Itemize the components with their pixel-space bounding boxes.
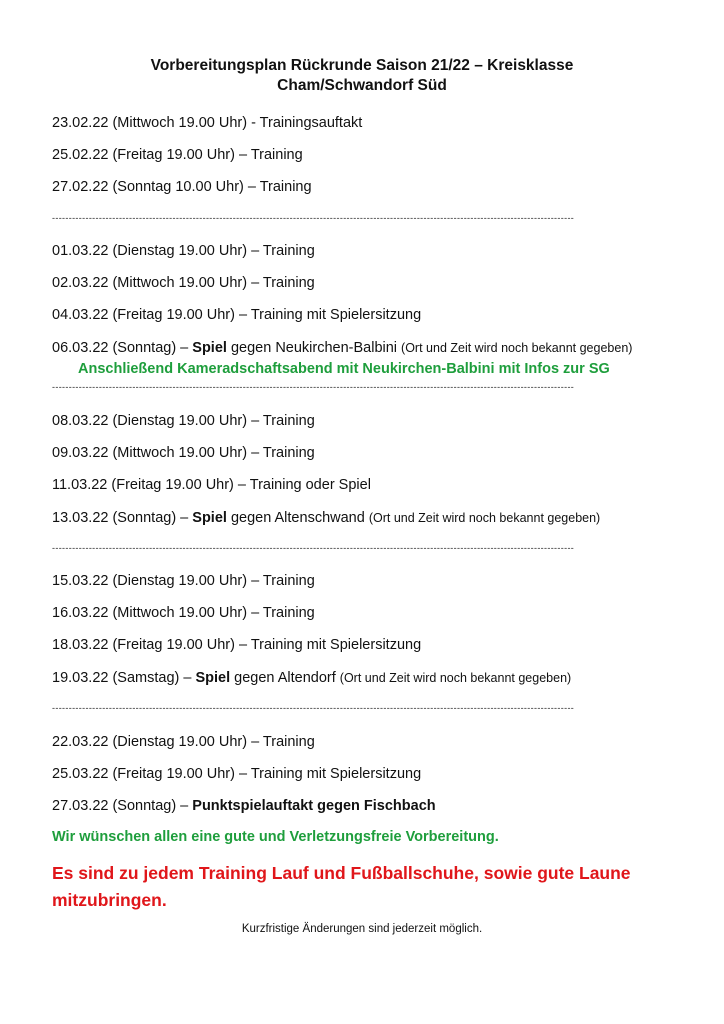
schedule-line: 02.03.22 (Mittwoch 19.00 Uhr) – Training [52,275,315,291]
schedule-line: 25.03.22 (Freitag 19.00 Uhr) – Training mit Spielersitzung [52,766,422,782]
schedule-line: 23.02.22 (Mittwoch 19.00 Uhr) - Trainingsauftakt [52,115,363,131]
season-start-line: 27.03.22 (Sonntag) – Punktspielauftakt gegen Fischbach [52,798,436,814]
schedule-line: 16.03.22 (Mittwoch 19.00 Uhr) – Training [52,605,315,621]
schedule-line: 27.02.22 (Sonntag 10.00 Uhr) – Training [52,179,312,195]
separator-line: ------------------------------------------------------------------------------------------------------------------------------------------------------------ [52,382,575,392]
schedule-line: 01.03.22 (Dienstag 19.00 Uhr) – Training [52,243,315,259]
title-line-1: Vorbereitungsplan Rückrunde Saison 21/22 – Kreisklasse [150,57,574,74]
game-keyword: Spiel [195,670,231,686]
game-note: (Ort und Zeit wird noch bekannt gegeben) [339,671,572,685]
title-line-2: Cham/Schwandorf Süd [277,77,447,94]
schedule-line: 25.02.22 (Freitag 19.00 Uhr) – Training [52,147,303,163]
separator-line: ------------------------------------------------------------------------------------------------------------------------------------------------------------ [52,213,575,223]
schedule-line: 15.03.22 (Dienstag 19.00 Uhr) – Training [52,573,315,589]
footer-note: Kurzfristige Änderungen sind jederzeit möglich. [241,923,483,935]
wish-message: Wir wünschen allen eine gute und Verletzungsfreie Vorbereitung. [52,829,499,845]
equipment-reminder: Es sind zu jedem Training Lauf und Fußballschuhe, sowie gute Laune mitzubringen. [52,863,631,910]
schedule-line: 22.03.22 (Dienstag 19.00 Uhr) – Training [52,734,315,750]
document-title [52,56,672,96]
separator-line: ------------------------------------------------------------------------------------------------------------------------------------------------------------ [52,543,575,553]
schedule-line: 08.03.22 (Dienstag 19.00 Uhr) – Training [52,413,315,429]
game-keyword: Spiel [192,340,227,356]
season-start-match: Punktspielauftakt gegen Fischbach [192,798,436,814]
schedule-line: 09.03.22 (Mittwoch 19.00 Uhr) – Training [52,445,315,461]
game-line: 13.03.22 (Sonntag) – Spiel gegen Altenschwand (Ort und Zeit wird noch bekannt gegeben) [52,510,601,526]
game-line: 06.03.22 (Sonntag) – Spiel gegen Neukirchen-Balbini (Ort und Zeit wird noch bekannt gegeben) [52,340,633,356]
game-note: (Ort und Zeit wird noch bekannt gegeben) [401,341,633,355]
event-announcement: Anschließend Kameradschaftsabend mit Neukirchen-Balbini mit Infos zur SG [78,361,610,377]
schedule-line: 04.03.22 (Freitag 19.00 Uhr) – Training mit Spielersitzung [52,307,422,323]
game-line: 19.03.22 (Samstag) – Spiel gegen Altendorf (Ort und Zeit wird noch bekannt gegeben) [52,670,572,686]
game-keyword: Spiel [192,510,227,526]
schedule-line: 18.03.22 (Freitag 19.00 Uhr) – Training mit Spielersitzung [52,637,422,653]
separator-line: ------------------------------------------------------------------------------------------------------------------------------------------------------------ [52,703,575,713]
game-note: (Ort und Zeit wird noch bekannt gegeben) [368,511,601,525]
schedule-line: 11.03.22 (Freitag 19.00 Uhr) – Training oder Spiel [52,477,371,493]
